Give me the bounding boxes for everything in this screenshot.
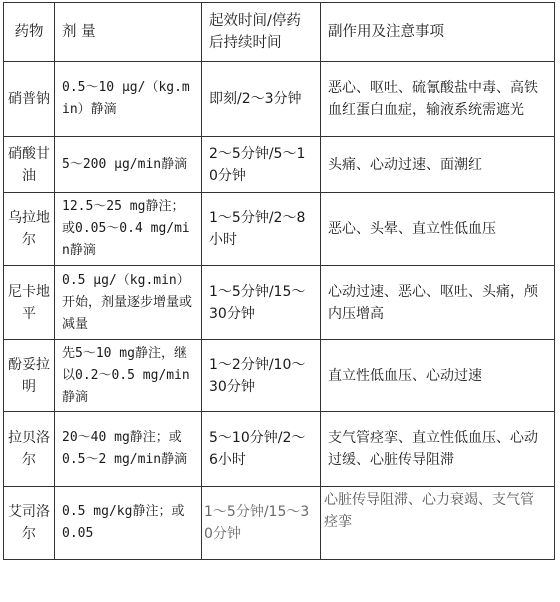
- cell-effects: 支气管痉挛、直立性低血压、心动过缓、心脏传导阻滞: [321, 412, 555, 487]
- cell-dose: 0.5 μg/（kg.min）开始，剂量逐步增量或减量: [55, 266, 202, 340]
- cell-effects: 恶心、头晕、直立性低血压: [321, 193, 555, 266]
- cell-drug: 艾司洛尔: [4, 487, 55, 560]
- cell-onset: 1～5分钟/15～30分钟: [202, 487, 321, 560]
- cell-effects: 心动过速、恶心、呕吐、头痛，颅内压增高: [321, 266, 555, 340]
- cell-effects: 头痛、心动过速、面潮红: [321, 137, 555, 193]
- table-row: [4, 62, 555, 137]
- cell-drug: 尼卡地平: [4, 266, 55, 340]
- cell-dose: 0.5 mg/kg静注；或0.05: [55, 487, 202, 560]
- table-row: [4, 137, 555, 193]
- cell-dose: 20～40 mg静注；或0.5～2 mg/min静滴: [55, 412, 202, 487]
- header-effects: 副作用及注意事项: [321, 3, 555, 62]
- cell-dose: 0.5～10 μg/（kg.min）静滴: [55, 62, 202, 137]
- cell-drug: 乌拉地尔: [4, 193, 55, 266]
- cell-effects: 恶心、呕吐、硫氰酸盐中毒、高铁血红蛋白血症，输液系统需遮光: [321, 62, 555, 137]
- header-onset: 起效时间/停药后持续时间: [202, 3, 321, 62]
- table-body: [4, 62, 555, 560]
- drug-table-container: [3, 2, 555, 560]
- cell-effects: 直立性低血压、心动过速: [321, 340, 555, 412]
- header-row: [4, 3, 555, 62]
- cell-onset: 1～5分钟/2～8小时: [202, 193, 321, 266]
- header-drug: 药物: [4, 3, 55, 62]
- cell-onset: 1～5分钟/15～30分钟: [202, 266, 321, 340]
- cell-onset: 5～10分钟/2～6小时: [202, 412, 321, 487]
- drug-table: [3, 2, 555, 560]
- cell-dose: 5～200 μg/min静滴: [55, 137, 202, 193]
- table-row: [4, 487, 555, 560]
- header-dose: 剂 量: [55, 3, 202, 62]
- table-header: [4, 3, 555, 62]
- cell-drug: 硝普钠: [4, 62, 55, 137]
- cell-onset: 1～2分钟/10～30分钟: [202, 340, 321, 412]
- table-row: [4, 193, 555, 266]
- cell-onset: 即刻/2～3分钟: [202, 62, 321, 137]
- table-row: [4, 340, 555, 412]
- cell-dose: 12.5～25 mg静注；或0.05～0.4 mg/min静滴: [55, 193, 202, 266]
- table-row: [4, 266, 555, 340]
- cell-onset: 2～5分钟/5～10分钟: [202, 137, 321, 193]
- table-row: [4, 412, 555, 487]
- cell-effects: 心脏传导阻滞、心力衰竭、支气管痉挛: [321, 487, 555, 560]
- cell-dose: 先5～10 mg静注，继以0.2～0.5 mg/min静滴: [55, 340, 202, 412]
- cell-drug: 酚妥拉明: [4, 340, 55, 412]
- cell-drug: 拉贝洛尔: [4, 412, 55, 487]
- cell-drug: 硝酸甘油: [4, 137, 55, 193]
